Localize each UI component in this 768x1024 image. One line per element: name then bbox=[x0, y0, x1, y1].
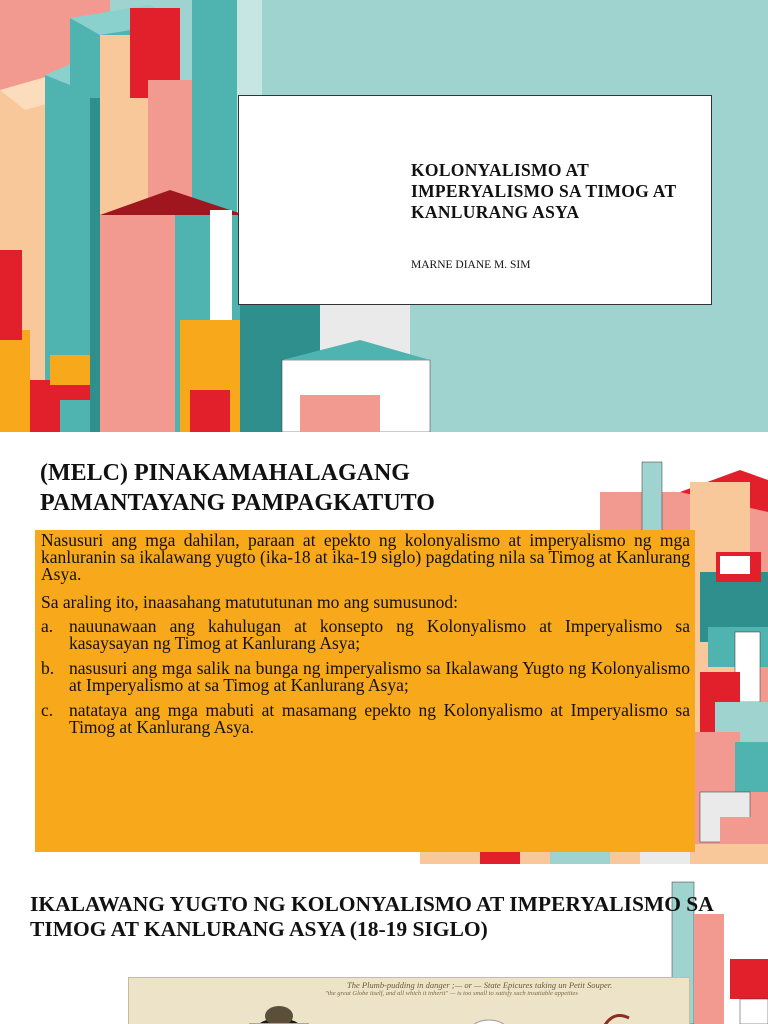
competency-text: Nasusuri ang mga dahilan, paraan at epekto ng kolonyalismo at imperyalismo ng mga kanluranin sa ikalawang yugto (ika-18 at ika-19 siglo) pagdating nila sa Timog at Kanlurang Asya. bbox=[41, 530, 690, 584]
list-item: a. nauunawaan ang kahulugan at konsepto ng Kolonyalismo at Imperyalismo sa kasaysayan ng Timog at Kanlurang Asya; bbox=[41, 616, 690, 653]
melc-title: (MELC) PINAKAMAHALAGANG PAMANTAYANG PAMPAGKATUTO bbox=[40, 460, 435, 516]
section-slide bbox=[0, 864, 768, 1024]
title-slide bbox=[0, 0, 768, 432]
list-item: c. natataya ang mga mabuti at masamang epekto ng Kolonyalismo at Imperyalismo sa Timog at Kanlurang Asya. bbox=[41, 700, 690, 737]
objectives-lead: Sa araling ito, inaasahang matututunan mo ang sumusunod: bbox=[41, 592, 459, 612]
melc-slide bbox=[0, 432, 768, 864]
title-box bbox=[238, 95, 712, 305]
cartoon-subcaption: "the great Globe itself, and all which it inherit" — is too small to satisfy such insatiable appetites bbox=[325, 990, 578, 997]
objectives-box bbox=[35, 530, 695, 852]
plumb-pudding-cartoon-image bbox=[128, 977, 690, 1024]
author-name: MARNE DIANE M. SIM bbox=[411, 259, 531, 271]
objectives-list bbox=[41, 618, 690, 736]
cartoon-caption: The Plumb-pudding in danger ;— or — State Epicures taking un Petit Souper. bbox=[347, 980, 613, 990]
list-item: b. nasusuri ang mga salik na bunga ng imperyalismo sa Ikalawang Yugto ng Kolonyalismo at Imperyalismo at sa Timog at Kanlurang Asya; bbox=[41, 658, 690, 695]
section-title: IKALAWANG YUGTO NG KOLONYALISMO AT IMPERYALISMO SA TIMOG AT KANLURANG ASYA (18-19 SIGLO) bbox=[30, 892, 713, 941]
presentation-title: KOLONYALISMO AT IMPERYALISMO SA TIMOG AT KANLURANG ASYA bbox=[411, 160, 677, 222]
